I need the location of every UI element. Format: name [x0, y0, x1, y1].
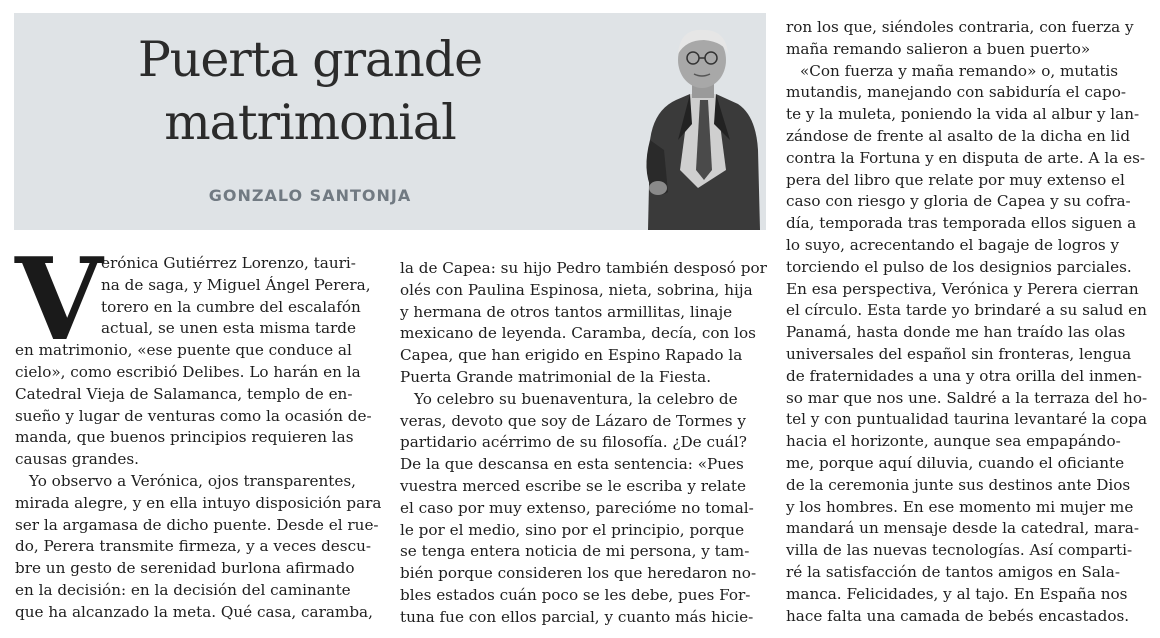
text-line: bién porque consideren los que heredaron no-: [400, 564, 757, 583]
text-line: manca. Felicidades, y al tajo. En España nos: [786, 584, 1128, 603]
text-line: manda, que buenos principios requieren las: [15, 428, 354, 447]
text-line: ron los que, siéndoles contraria, con fuerza y: [786, 18, 1134, 36]
text-line: mandará un mensaje desde la catedral, mara-: [786, 519, 1139, 538]
text-line: En esa perspectiva, Verónica y Perera cierran: [786, 279, 1139, 298]
text-line: sueño y lugar de venturas como la ocasión de-: [15, 406, 372, 425]
text-line: Yo observo a Verónica, ojos transparentes,: [29, 471, 356, 490]
text-line: De la que descansa en esta sentencia: «Pues: [400, 455, 744, 474]
author-byline: GONZALO SANTONJA: [208, 186, 412, 205]
text-line: causas grandes.: [15, 450, 139, 469]
text-line: pera del libro que relate por muy extenso el: [786, 170, 1125, 189]
text-line: ré la satisfacción de tantos amigos en Sala-: [786, 562, 1120, 581]
text-line: Capea, que han erigido en Espino Rapado la: [400, 346, 743, 365]
text-line: de la ceremonia junte sus destinos ante Dios: [786, 475, 1131, 494]
text-line: contra la Fortuna y en disputa de arte. A la es-: [786, 148, 1145, 167]
text-line: el círculo. Esta tarde yo brindaré a su salud en: [786, 301, 1147, 320]
text-line: se tenga entera noticia de mi persona, y tam-: [400, 542, 750, 561]
text-line: y los hombres. En ese momento mi mujer me: [786, 497, 1134, 516]
text-line: erónica Gutiérrez Lorenzo, tauri-: [101, 254, 356, 272]
drop-cap: V: [15, 233, 103, 366]
text-line: Yo celebro su buenaventura, la celebro de: [414, 389, 738, 408]
title-line-2: matrimonial: [164, 94, 456, 151]
author-photo: [628, 20, 766, 230]
text-line: zándose de frente al asalto de la dicha en lid: [786, 126, 1131, 145]
text-line: hacia el horizonte, aunque sea empapándo-: [786, 432, 1121, 451]
text-line: día, temporada tras temporada ellos siguen a: [786, 214, 1137, 233]
column-1: [15, 233, 382, 624]
text-line: torero en la cumbre del escalafón: [101, 297, 361, 316]
text-line: torciendo el pulso de los designios parciales.: [786, 257, 1132, 276]
text-line: mexicano de leyenda. Caramba, decía, con los: [400, 324, 756, 343]
text-line: la de Capea: su hijo Pedro también desposó por: [400, 259, 767, 277]
text-line: que ha alcanzado la meta. Qué casa, caramba,: [15, 602, 373, 621]
text-line: bles estados cuán poco se les debe, pues For-: [400, 585, 751, 604]
text-line: ser la argamasa de dicho puente. Desde el rue-: [15, 515, 379, 534]
column-3: [786, 17, 1151, 627]
text-line: partidario acérrimo de su filosofía. ¿De cuál?: [400, 433, 747, 452]
text-line: lo suyo, acrecentando el bagaje de logros y: [786, 235, 1120, 254]
title-line-1: Puerta grande: [137, 31, 483, 88]
text-line: universales del español sin fronteras, lengua: [786, 344, 1132, 363]
text-line: na de saga, y Miguel Ángel Perera,: [101, 275, 371, 294]
text-line: hace falta una camada de bebés encastados.: [786, 606, 1130, 625]
text-line: tuna fue con ellos parcial, y cuanto más hicie-: [400, 607, 754, 626]
text-line: Catedral Vieja de Salamanca, templo de en-: [15, 384, 353, 403]
column-2: [400, 258, 768, 629]
text-line: Panamá, hasta donde me han traído las olas: [786, 323, 1126, 342]
text-line: de fraternidades a una y otra orilla del inmen-: [786, 366, 1142, 385]
text-line: «Con fuerza y maña remando» o, mutatis: [800, 61, 1119, 80]
text-line: vuestra merced escribe se le escriba y relate: [400, 476, 746, 495]
text-line: Puerta Grande matrimonial de la Fiesta.: [400, 367, 712, 386]
text-line: y hermana de otros tantos armillitas, linaje: [400, 302, 733, 321]
text-line: bre un gesto de serenidad burlona afirmado: [15, 559, 355, 578]
text-line: cielo», como escribió Delibes. Lo harán en la: [15, 362, 361, 381]
text-line: mirada alegre, y en ella intuyo disposición para: [15, 493, 382, 512]
text-line: le por el medio, sino por el principio, porque: [400, 520, 745, 539]
text-line: villa de las nuevas tecnologías. Así comparti-: [786, 541, 1133, 560]
text-line: do, Perera transmite firmeza, y a veces descu-: [15, 537, 371, 556]
text-line: el caso por muy extenso, parecióme no tomal-: [400, 498, 754, 517]
text-line: tel y con puntualidad taurina levantaré la copa: [786, 410, 1148, 429]
text-line: caso con riesgo y gloria de Capea y su cofra-: [786, 192, 1131, 211]
text-line: maña remando salieron a buen puerto»: [786, 39, 1091, 58]
article-title: [100, 28, 520, 154]
text-line: so mar que nos une. Saldré a la terraza del ho-: [786, 388, 1148, 407]
text-line: veras, devoto que soy de Lázaro de Tormes y: [400, 411, 746, 430]
text-line: te y la muleta, poniendo la vida al albur y lan-: [786, 105, 1140, 124]
text-line: en la decisión: en la decisión del caminante: [15, 580, 351, 599]
text-line: olés con Paulina Espinosa, nieta, sobrina, hija: [400, 280, 753, 299]
text-line: me, porque aquí diluvia, cuando el oficiante: [786, 453, 1125, 472]
text-line: mutandis, manejando con sabiduría el capo-: [786, 83, 1127, 102]
text-line: actual, se unen esta misma tarde: [101, 319, 357, 338]
text-line: en matrimonio, «ese puente que conduce al: [15, 341, 352, 360]
